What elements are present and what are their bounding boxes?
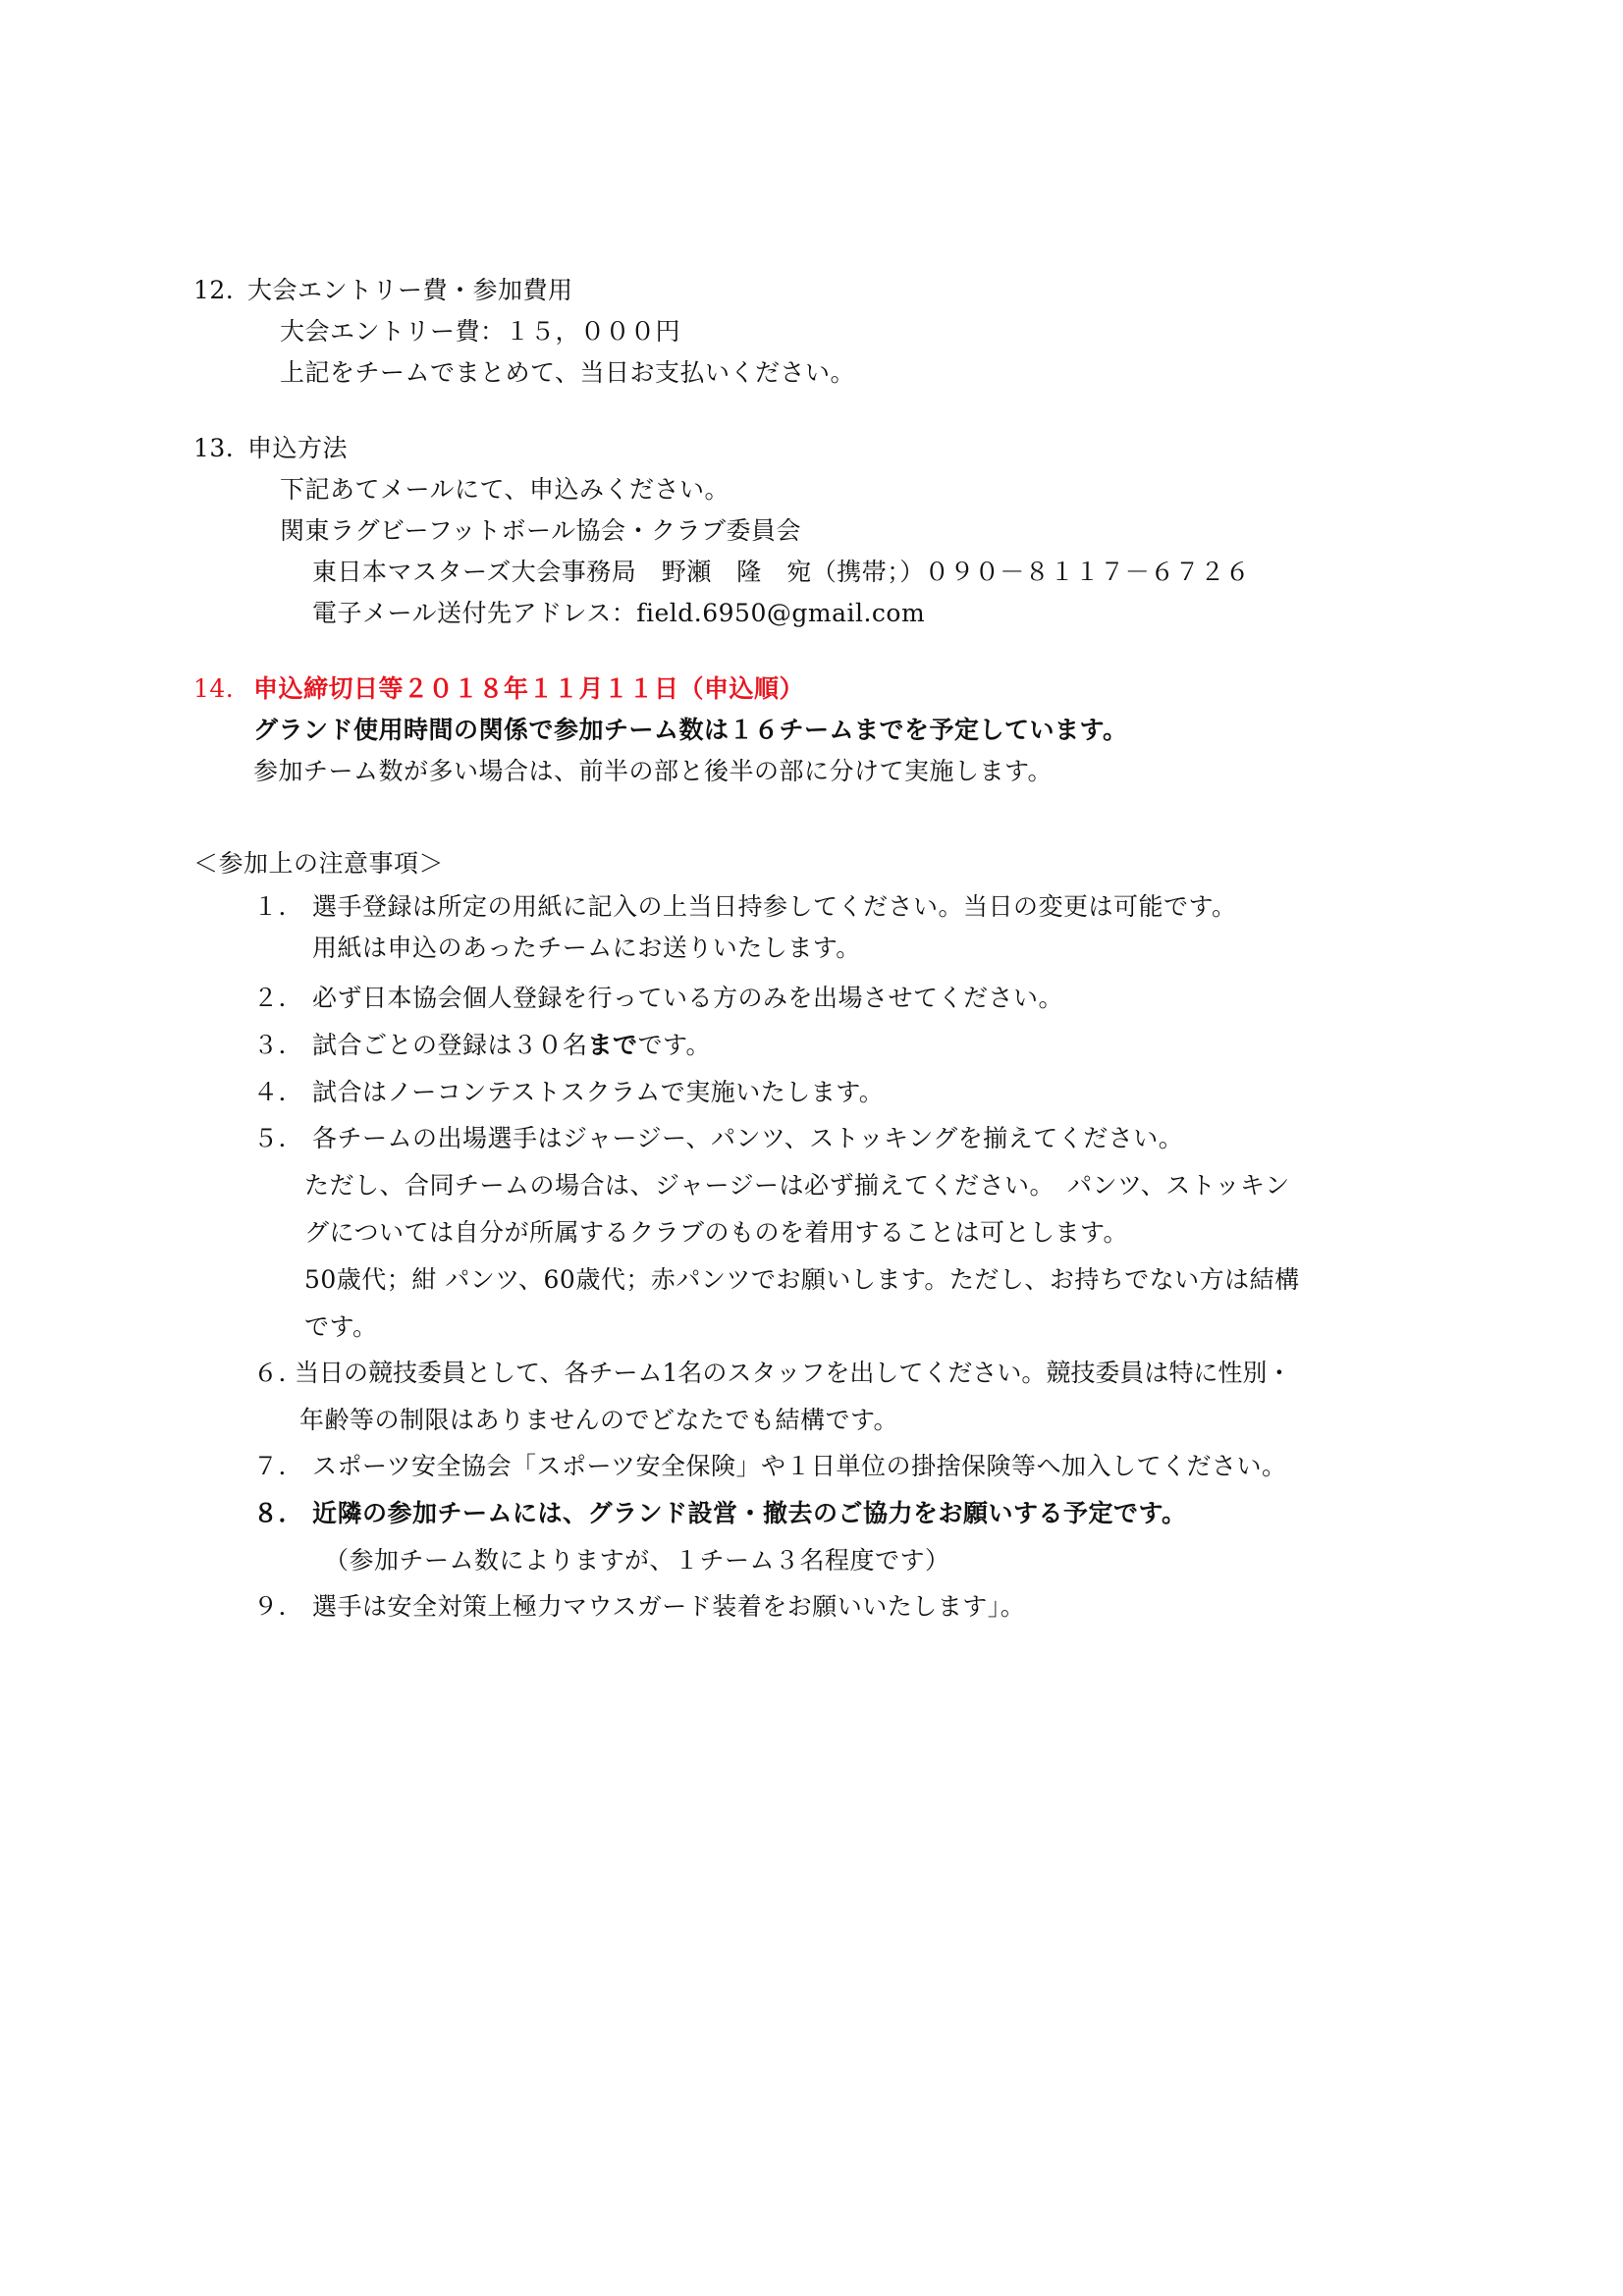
note-7-line-1: スポーツ安全協会「スポーツ安全保険」や１日単位の掛捨保険等へ加入してください。	[312, 1452, 1287, 1480]
note-3-text-bold: まで	[587, 1031, 638, 1059]
note-2-line-1: 必ず日本協会個人登録を行っている方のみを出場させてください。	[312, 984, 1064, 1012]
application-instruction: 下記あてメールにて、申込みください。	[280, 475, 730, 504]
note-1-number: １．	[253, 892, 304, 921]
note-5-line-5: です。	[304, 1312, 378, 1341]
note-6-number: ６．	[253, 1359, 304, 1387]
section-12-heading: 大会エントリー費・参加費用	[247, 276, 573, 304]
section-13-heading: 申込方法	[247, 434, 349, 462]
note-5-line-2: ただし、合同チームの場合は、ジャージーは必ず揃えてください。 パンツ、ストッキン	[304, 1171, 1290, 1200]
office-contact: 東日本マスターズ大会事務局 野瀬 隆 宛（携帯；）０９０－８１１７－６７２６	[312, 558, 1251, 586]
note-6-line-2: 年齢等の制限はありませんのでどなたでも結構です。	[299, 1406, 899, 1434]
email-address: 電子メール送付先アドレス：field.6950@gmail.com	[312, 599, 926, 627]
note-7-number: ７．	[253, 1452, 304, 1480]
note-5-line-3: グについては自分が所属するクラブのものを着用することは可とします。	[304, 1218, 1129, 1247]
entry-fee: 大会エントリー費：１５，０００円	[280, 317, 681, 346]
note-9-line-1: 選手は安全対策上極力マウスガード装着をお願いいたします」。	[312, 1592, 1026, 1621]
note-1-line-1: 選手登録は所定の用紙に記入の上当日持参してください。当日の変更は可能です。	[312, 892, 1237, 921]
note-6-line-1: 当日の競技委員として、各チーム1名のスタッフを出してください。競技委員は特に性別・	[295, 1359, 1292, 1387]
note-8-number: ８．	[253, 1499, 304, 1527]
note-5-number: ５．	[253, 1124, 304, 1152]
application-deadline: 申込締切日等２０１８年１１月１１日（申込順）	[253, 674, 805, 703]
team-limit-note: グランド使用時間の関係で参加チーム数は１６チームまでを予定しています。	[253, 716, 1128, 744]
note-2-number: ２．	[253, 984, 304, 1012]
payment-instruction: 上記をチームでまとめて、当日お支払いください。	[280, 358, 856, 387]
section-14-number: 14.	[193, 674, 235, 703]
notes-heading: ＜参加上の注意事項＞	[193, 849, 445, 878]
note-1-line-2: 用紙は申込のあったチームにお送りいたします。	[312, 934, 861, 962]
note-4-line-1: 試合はノーコンテストスクラムで実施いたします。	[312, 1078, 885, 1106]
note-8-line-2: （参加チーム数によりますが、１チーム３名程度です）	[324, 1546, 950, 1575]
note-9-number: ９．	[253, 1592, 304, 1621]
section-12-number: 12.	[193, 276, 235, 304]
note-3-number: ３．	[253, 1031, 304, 1059]
note-8-line-1: 近隣の参加チームには、グランド設営・撤去のご協力をお願いする予定です。	[312, 1499, 1187, 1527]
note-5-line-1: 各チームの出場選手はジャージー、パンツ、ストッキングを揃えてください。	[312, 1124, 1184, 1152]
section-13-number: 13.	[193, 434, 235, 462]
organization-name: 関東ラグビーフットボール協会・クラブ委員会	[280, 516, 802, 545]
split-session-note: 参加チーム数が多い場合は、前半の部と後半の部に分けて実施します。	[253, 757, 1054, 785]
note-3-text	[312, 1030, 711, 1061]
note-4-number: ４．	[253, 1078, 304, 1106]
note-5-line-4: 50歳代；紺 パンツ、60歳代；赤パンツでお願いします。ただし、お持ちでない方は結構	[304, 1265, 1300, 1294]
note-3-text-after: です。	[637, 1031, 712, 1059]
note-3-text-before: 試合ごとの登録は３０名	[312, 1031, 588, 1059]
